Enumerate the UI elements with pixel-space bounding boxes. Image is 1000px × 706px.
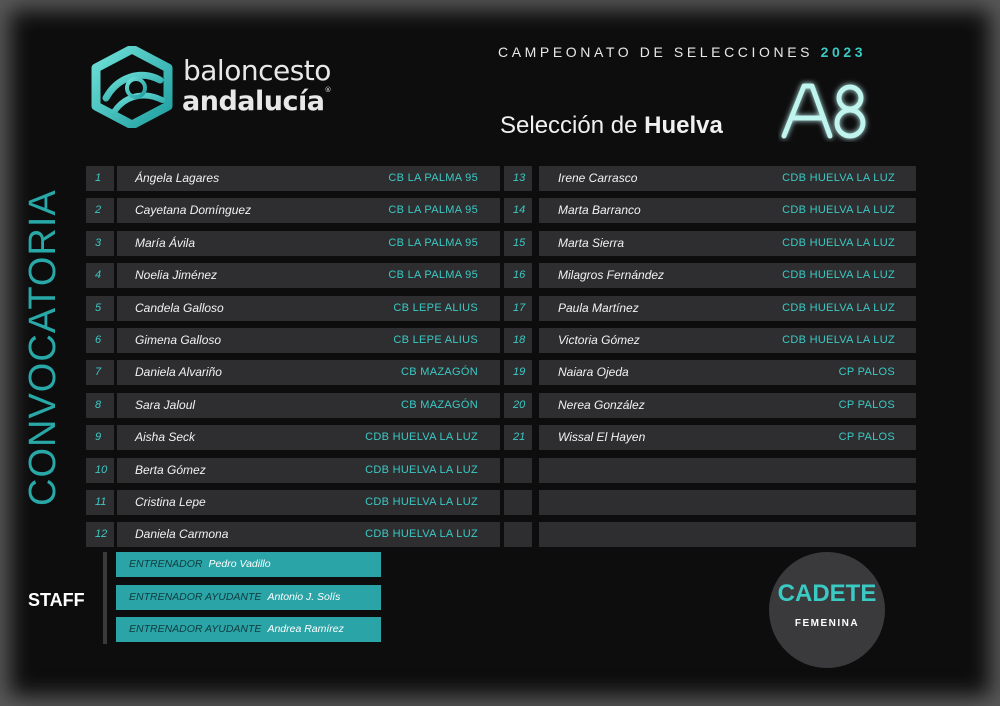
player-club: CDB HUELVA LA LUZ (365, 464, 478, 476)
player-number: 3 (86, 231, 114, 256)
player-name: Gimena Galloso (135, 333, 222, 347)
player-number (504, 490, 532, 515)
player-number: 10 (86, 458, 114, 483)
table-row (0, 231, 1000, 256)
table-row (0, 393, 1000, 418)
player-name: Paula Martínez (558, 301, 639, 315)
player-number: 13 (504, 166, 532, 191)
player-club: CB MAZAGÓN (401, 366, 478, 378)
player-club: CB LA PALMA 95 (388, 172, 478, 184)
table-row (0, 198, 1000, 223)
player-number: 8 (86, 393, 114, 418)
category-title: CADETE (777, 580, 877, 607)
staff-role: ENTRENADOR (129, 558, 203, 570)
player-bar (539, 522, 916, 547)
player-number: 14 (504, 198, 532, 223)
staff-role: ENTRENADOR AYUDANTE (129, 590, 262, 603)
a8-event-logo-icon (778, 78, 874, 142)
staff-row (116, 552, 381, 577)
table-row (0, 360, 1000, 385)
player-bar (539, 490, 916, 515)
player-club: CDB HUELVA LA LUZ (782, 334, 895, 346)
player-number: 6 (86, 328, 114, 353)
player-number: 5 (86, 296, 114, 321)
player-name: Daniela Alvariño (135, 365, 222, 379)
brand-line2 (182, 86, 331, 117)
player-club: CP PALOS (838, 366, 895, 378)
table-row (0, 166, 1000, 191)
player-name: Noelia Jiménez (135, 268, 218, 282)
staff-name: Andrea Ramírez (267, 623, 344, 635)
staff-row (116, 617, 381, 642)
player-club: CB LA PALMA 95 (388, 269, 478, 281)
player-club: CDB HUELVA LA LUZ (782, 172, 895, 184)
player-club: CDB HUELVA LA LUZ (365, 496, 478, 508)
side-title: CONVOCATORIA (22, 189, 64, 506)
player-club: CDB HUELVA LA LUZ (782, 269, 895, 281)
player-number: 11 (86, 490, 114, 515)
player-club: CDB HUELVA LA LUZ (365, 431, 478, 443)
staff-divider (103, 552, 107, 644)
player-number: 16 (504, 263, 532, 288)
player-name: Irene Carrasco (558, 171, 638, 185)
table-row (0, 490, 1000, 515)
player-number: 19 (504, 360, 532, 385)
player-number: 2 (86, 198, 114, 223)
player-club: CDB HUELVA LA LUZ (782, 237, 895, 249)
table-row (0, 425, 1000, 450)
staff-name: Pedro Vadillo (208, 558, 271, 570)
player-club: CB MAZAGÓN (401, 399, 478, 411)
player-number: 4 (86, 263, 114, 288)
staff-role: ENTRENADOR AYUDANTE (129, 623, 262, 635)
championship-year: 2023 (820, 44, 867, 60)
brand-logo (86, 46, 346, 128)
player-club: CP PALOS (838, 399, 895, 411)
player-number: 15 (504, 231, 532, 256)
player-name: Victoria Gómez (558, 333, 640, 347)
player-number: 17 (504, 296, 532, 321)
player-name: María Ávila (135, 236, 196, 250)
category-badge (769, 552, 885, 668)
selection-title (500, 112, 723, 140)
player-name: Aisha Seck (135, 430, 196, 444)
player-club: CB LEPE ALIUS (393, 334, 478, 346)
staff-row (116, 585, 381, 610)
player-number: 18 (504, 328, 532, 353)
staff-label: STAFF (28, 590, 85, 610)
brand-line1: baloncesto (183, 54, 331, 87)
table-row (0, 263, 1000, 288)
player-name: Cristina Lepe (135, 495, 206, 509)
player-name: Candela Galloso (135, 301, 224, 315)
player-club: CDB HUELVA LA LUZ (365, 528, 478, 540)
player-bar (539, 458, 916, 483)
registered-mark: ® (324, 86, 331, 94)
category-subtitle: FEMENINA (794, 618, 860, 629)
championship-title (498, 44, 866, 60)
player-name: Wissal El Hayen (558, 430, 646, 444)
player-number: 20 (504, 393, 532, 418)
selection-name: Huelva (644, 112, 723, 139)
player-club: CB LA PALMA 95 (388, 204, 478, 216)
table-row (0, 296, 1000, 321)
player-club: CP PALOS (838, 431, 895, 443)
player-name: Sara Jaloul (135, 398, 196, 412)
player-club: CB LA PALMA 95 (388, 237, 478, 249)
table-row (0, 458, 1000, 483)
player-name: Milagros Fernández (558, 268, 665, 282)
player-name: Cayetana Domínguez (135, 203, 252, 217)
player-name: Naiara Ojeda (558, 365, 629, 379)
player-club: CDB HUELVA LA LUZ (782, 302, 895, 314)
player-club: CB LEPE ALIUS (393, 302, 478, 314)
player-number (504, 458, 532, 483)
player-number: 12 (86, 522, 114, 547)
player-number: 1 (86, 166, 114, 191)
table-row (0, 328, 1000, 353)
player-number: 21 (504, 425, 532, 450)
basketball-logo-icon (86, 46, 178, 128)
selection-prefix: Selección de (500, 112, 638, 139)
player-name: Nerea González (558, 398, 645, 412)
table-row (0, 522, 1000, 547)
player-number: 7 (86, 360, 114, 385)
brand-name: andalucía (182, 86, 325, 117)
player-name: Marta Sierra (558, 236, 625, 250)
player-name: Marta Barranco (558, 203, 641, 217)
player-name: Berta Gómez (135, 463, 206, 477)
staff-name: Antonio J. Solís (267, 590, 341, 603)
player-name: Ángela Lagares (135, 171, 220, 185)
player-number: 9 (86, 425, 114, 450)
player-number (504, 522, 532, 547)
player-club: CDB HUELVA LA LUZ (782, 204, 895, 216)
championship-text: CAMPEONATO DE SELECCIONES (498, 44, 814, 60)
player-name: Daniela Carmona (135, 527, 229, 541)
